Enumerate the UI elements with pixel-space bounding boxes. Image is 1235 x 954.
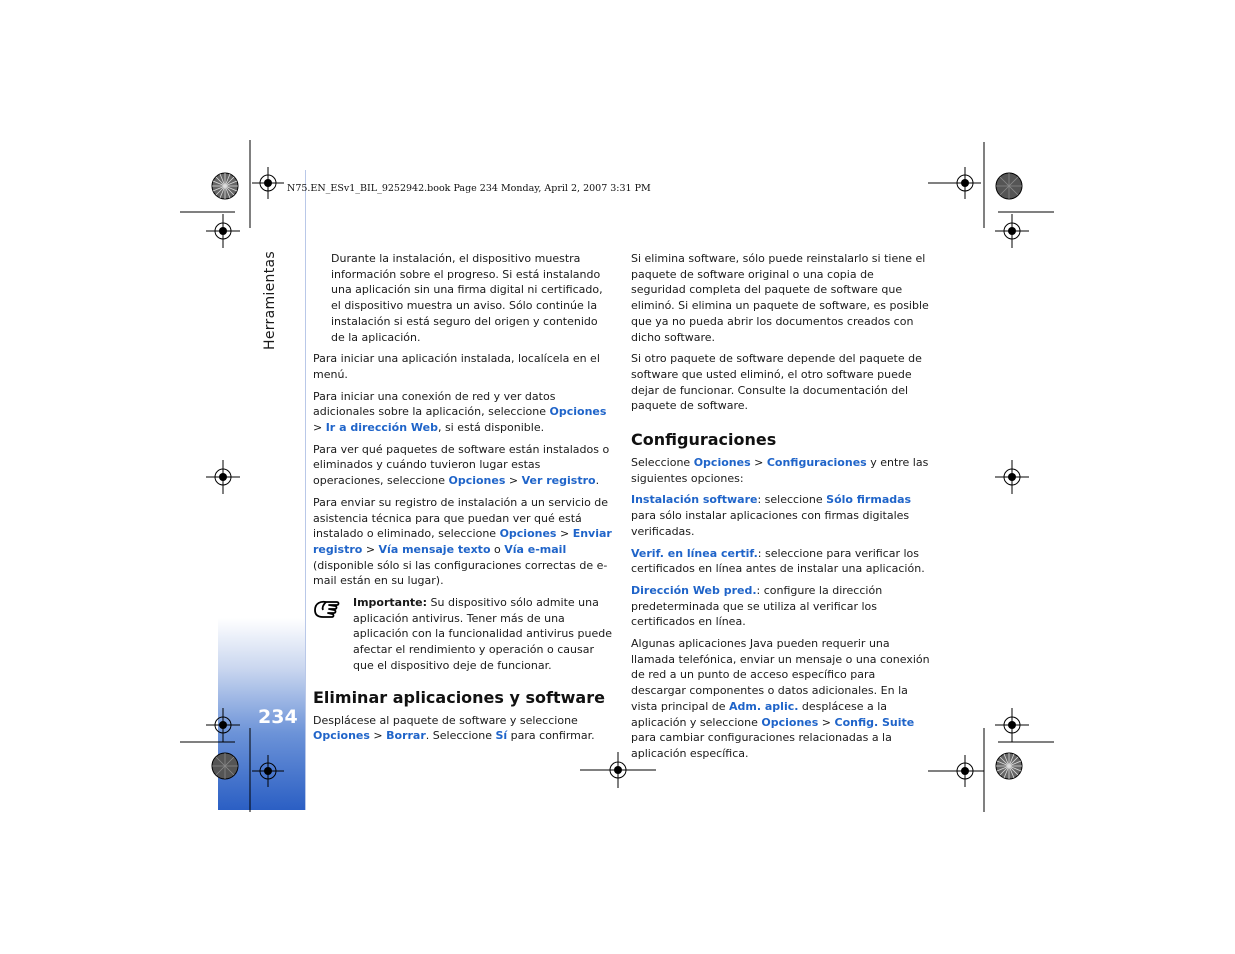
color-wheel-icon <box>995 752 1023 780</box>
color-wheel-icon <box>211 752 239 780</box>
paragraph-web-connection: Para iniciar una conexión de red y ver datos adicionales sobre la aplicación, seleccione Opciones > Ir a dirección Web, si está disponible. <box>313 389 607 435</box>
note-text: Su dispositivo sólo admite una aplicación antivirus. Tener más de una aplicación con la funcionalidad antivirus puede afectar el rendimiento y operación o causar que el dispositivo deje de funcionar. <box>353 596 612 672</box>
color-wheel-icon <box>995 172 1023 200</box>
option-config-suite: Config. Suite <box>834 715 915 729</box>
heading-eliminar: Eliminar aplicaciones y software <box>313 687 605 707</box>
important-note <box>313 595 613 674</box>
registration-mark-icon <box>252 167 284 199</box>
right-column <box>631 251 931 768</box>
option-instalacion-software: Instalación software <box>631 493 758 507</box>
option-via-mensaje-texto: Vía mensaje texto <box>378 542 491 556</box>
paragraph-install-progress: Durante la instalación, el dispositivo muestra información sobre el progreso. Si está instalando una aplicación sin una firma digital ni certificado, el dispositivo muestra un aviso. Sólo continúe la instalación si está seguro del origen y contenido de la aplicación. <box>331 252 603 344</box>
heading-configuraciones: Configuraciones <box>631 430 777 450</box>
paragraph-verify-cert: Verif. en línea certif.: seleccione para verificar los certificados en línea antes de instalar una aplicación. <box>631 546 925 576</box>
registration-mark-icon <box>995 460 1029 494</box>
page-number: 234 <box>258 706 298 728</box>
option-opciones: Opciones <box>499 527 557 541</box>
registration-mark-icon <box>995 214 1029 248</box>
option-ver-registro: Ver registro <box>521 474 596 488</box>
registration-mark-icon <box>206 460 240 494</box>
option-borrar: Borrar <box>386 729 426 743</box>
registration-mark-icon <box>206 214 240 248</box>
option-ir-a-direccion-web: Ir a dirección Web <box>325 421 438 435</box>
option-enviar-registro: Enviar registro <box>313 527 612 556</box>
option-adm-aplic: Adm. aplic. <box>729 699 799 713</box>
paragraph-reinstall: Si elimina software, sólo puede reinstalarlo si tiene el paquete de software original o una copia de seguridad completa del paquete de software que eliminó. Si elimina un paquete de software, es posible que ya no pueda abrir los documentos creados con dicho software. <box>631 252 929 344</box>
option-opciones: Opciones <box>761 715 819 729</box>
registration-mark-icon <box>206 708 240 742</box>
registration-mark-icon <box>928 755 984 787</box>
option-solo-firmadas: Sólo firmadas <box>826 493 912 507</box>
section-label: Herramientas <box>262 251 278 350</box>
paragraph-select-settings: Seleccione Opciones > Configuraciones y entre las siguientes opciones: <box>631 456 929 485</box>
paragraph-dependency: Si otro paquete de software depende del paquete de software que usted eliminó, el otro software puede dejar de funcionar. Consulte la documentación del paquete de software. <box>631 352 922 413</box>
option-verif-en-linea: Verif. en línea certif. <box>631 546 758 560</box>
registration-mark-icon <box>928 167 952 199</box>
registration-mark-icon <box>949 167 981 199</box>
paragraph-java: Algunas aplicaciones Java pueden requerir una llamada telefónica, enviar un mensaje o una conexión de red a un punto de acceso específico para descargar componentes o datos adicionales. En la vista principal de Adm. aplic. desplácese a la aplicación y seleccione Opciones > Config. Suite para cambiar configuraciones relacionadas a la aplicación específica. <box>631 637 930 760</box>
option-opciones: Opciones <box>693 456 751 470</box>
color-wheel-icon <box>211 172 239 200</box>
option-configuraciones: Configuraciones <box>766 456 867 470</box>
registration-mark-icon <box>995 708 1029 742</box>
paragraph-view-log: Para ver qué paquetes de software están instalados o eliminados y cuándo tuvieron lugar estas operaciones, seleccione Opciones > Ver registro. <box>313 442 610 488</box>
paragraph-send-log: Para enviar su registro de instalación a un servicio de asistencia técnica para que puedan ver qué está instalado o eliminado, seleccione Opciones > Enviar registro > Vía mensaje texto o Vía e-mail (disponible sólo si las configuraciones correctas de e-mail están en su lugar). <box>313 495 612 588</box>
option-opciones: Opciones <box>313 729 370 743</box>
option-via-email: Vía e-mail <box>504 542 567 556</box>
option-opciones: Opciones <box>448 474 506 488</box>
option-si: Sí <box>495 729 508 743</box>
note-label: Importante: <box>353 596 428 610</box>
paragraph-remove: Desplácese al paquete de software y seleccione Opciones > Borrar. Seleccione Sí para confirmar. <box>313 713 595 743</box>
print-header: N75.EN_ESv1_BIL_9252942.book Page 234 Monday, April 2, 2007 3:31 PM <box>287 183 651 194</box>
option-direccion-web-pred: Dirección Web pred. <box>631 583 757 597</box>
paragraph-install-software: Instalación software: seleccione Sólo firmadas para sólo instalar aplicaciones con firmas digitales verificadas. <box>631 493 912 538</box>
paragraph-start-app: Para iniciar una aplicación instalada, localícela en el menú. <box>313 352 600 381</box>
option-opciones: Opciones <box>549 405 607 419</box>
registration-mark-icon <box>252 755 284 787</box>
paragraph-default-web: Dirección Web pred.: configure la dirección predeterminada que se utiliza al verificar los certificados en línea. <box>631 583 883 629</box>
left-column <box>313 251 613 750</box>
warning-hand-icon <box>313 599 341 621</box>
